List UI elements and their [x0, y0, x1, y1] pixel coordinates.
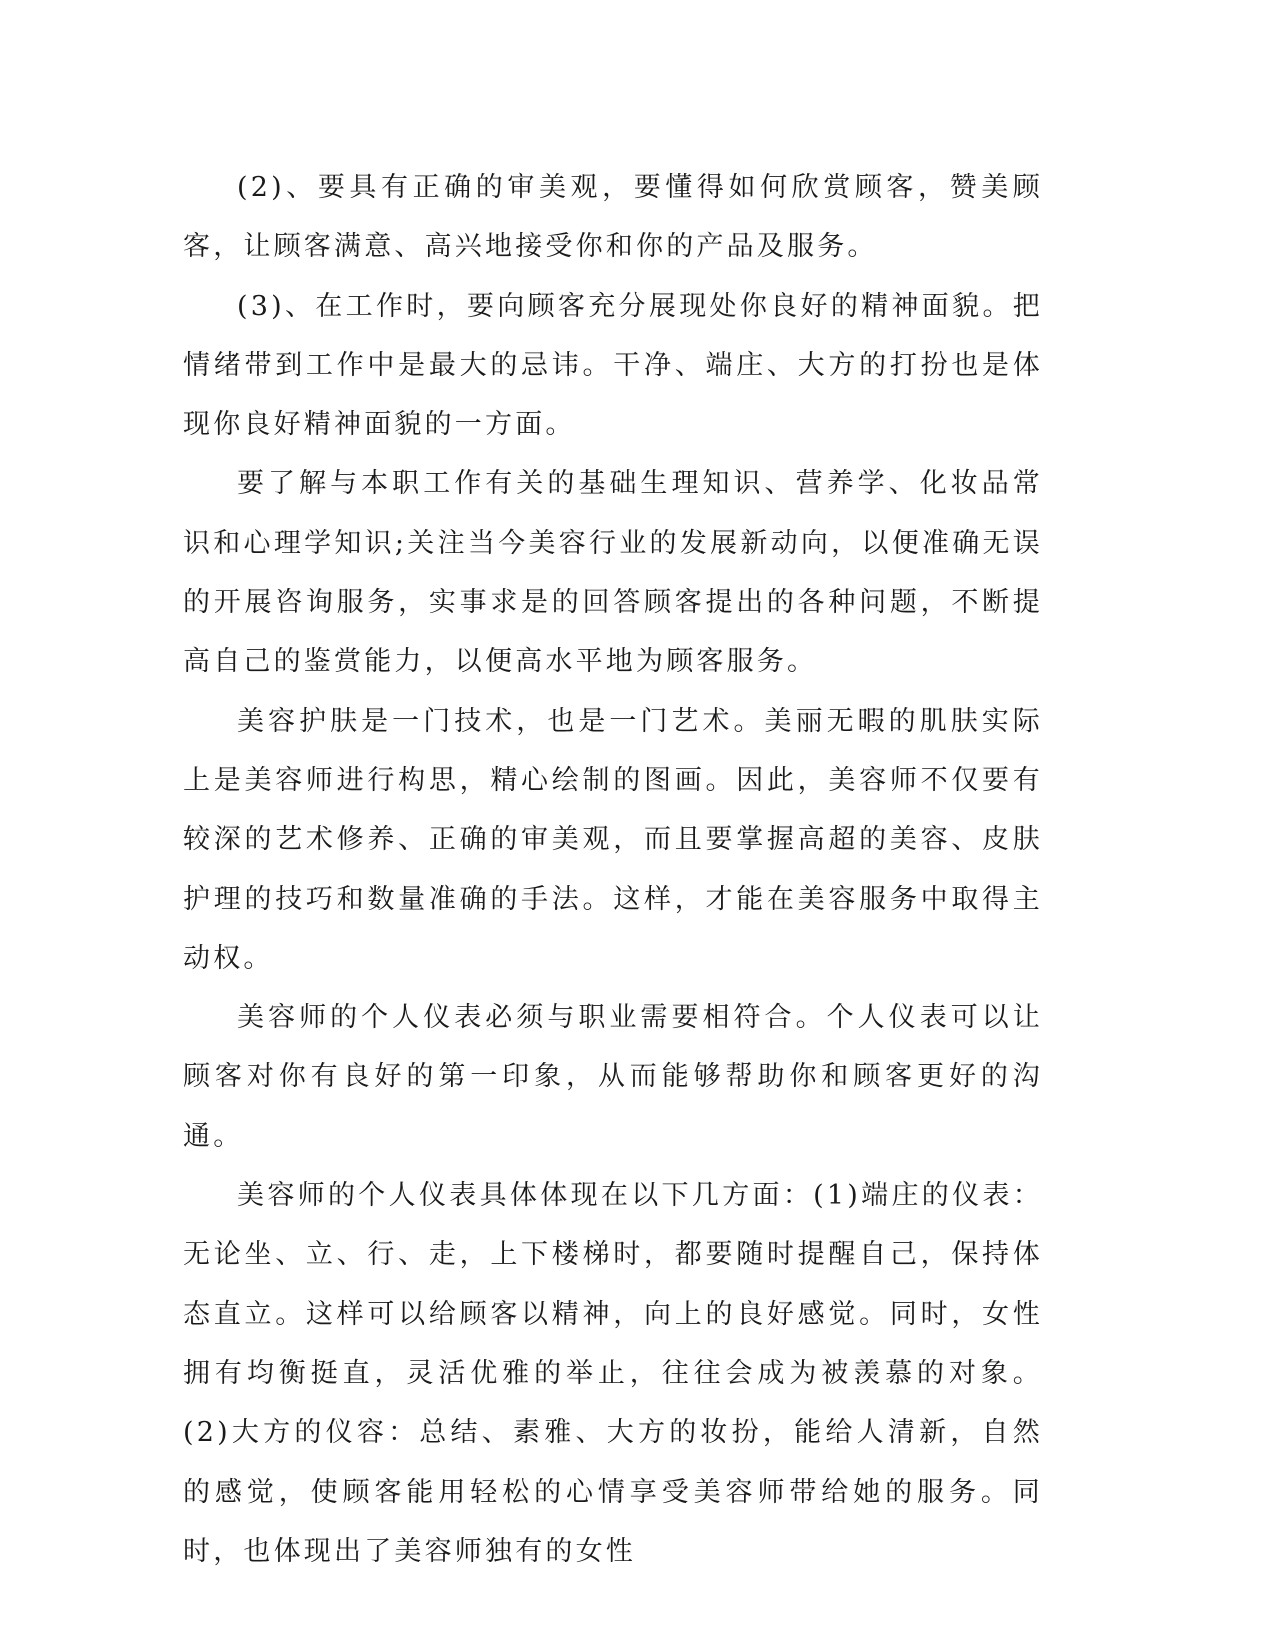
paragraph-aesthetic-view: (2)、要具有正确的审美观，要懂得如何欣赏顾客，赞美顾客，让顾客满意、高兴地接受你和你的产品及服务。 [183, 172, 1043, 263]
paragraph-appearance-details: 美容师的个人仪表具体体现在以下几方面：(1)端庄的仪表：无论坐、立、行、走，上下楼梯时，都要随时提醒自己，保持体态直立。这样可以给顾客以精神，向上的良好感觉。同时，女性拥有均衡挺直，灵活优雅的举止，往往会成为被羡慕的对象。(2)大方的仪容：总结、素雅、大方的妆扮，能给人清新，自然的感觉，使顾客能用轻松的心情享受美容师带给她的服务。同时，也体现出了美容师独有的女性 [183, 1180, 1043, 1567]
paragraph-mental-outlook: (3)、在工作时，要向顾客充分展现处你良好的精神面貌。把情绪带到工作中是最大的忌讳。干净、端庄、大方的打扮也是体现你良好精神面貌的一方面。 [183, 290, 1043, 441]
paragraph-skin-care-art: 美容护肤是一门技术，也是一门艺术。美丽无暇的肌肤实际上是美容师进行构思，精心绘制的图画。因此，美容师不仅要有较深的艺术修养、正确的审美观，而且要掌握高超的美容、皮肤护理的技巧和数量准确的手法。这样，才能在美容服务中取得主动权。 [183, 705, 1043, 974]
document-body [183, 158, 1043, 1581]
paragraph-professional-knowledge: 要了解与本职工作有关的基础生理知识、营养学、化妆品常识和心理学知识;关注当今美容行业的发展新动向，以便准确无误的开展咨询服务，实事求是的回答顾客提出的各种问题，不断提高自己的鉴赏能力，以便高水平地为顾客服务。 [183, 468, 1043, 678]
paragraph-personal-appearance: 美容师的个人仪表必须与职业需要相符合。个人仪表可以让顾客对你有良好的第一印象，从而能够帮助你和顾客更好的沟通。 [183, 1002, 1043, 1152]
